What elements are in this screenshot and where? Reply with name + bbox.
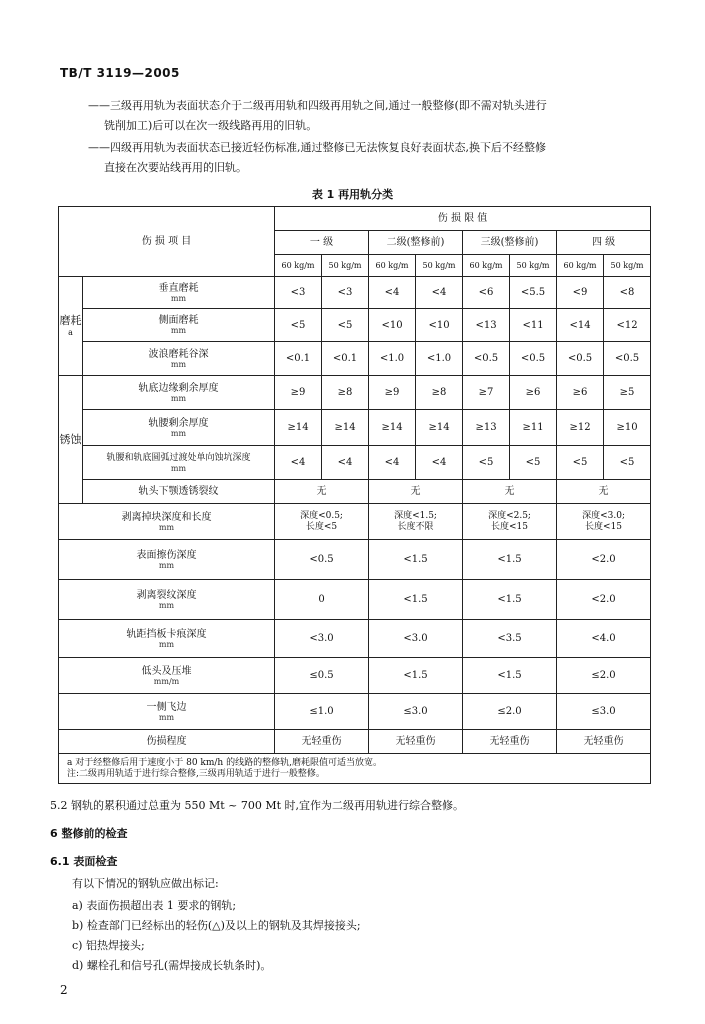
value-cell: <4 [322,446,369,480]
value-cell: <1.5 [369,580,463,620]
value-cell: <5 [510,446,557,480]
value-cell: <5 [275,309,322,342]
value-cell: <1.5 [463,580,557,620]
value-cell: <4.0 [557,620,651,658]
item-label: 低头及压堆 [141,665,192,677]
value-cell: <10 [416,309,463,342]
value-cell: ≤0.5 [275,658,369,694]
value-cell: <5 [604,446,651,480]
item-unit: mm [170,428,187,438]
value-cell: <1.0 [369,342,416,376]
value-cell: ≥13 [463,410,510,446]
group-wear-label: 磨耗 [59,313,82,327]
value-cell: 无轻重伤 [557,730,651,754]
value-line: 长度不限 [397,521,434,532]
value-cell: <5.5 [510,277,557,309]
value-cell: ≤3.0 [557,694,651,730]
item-cell [59,580,275,620]
value-cell: ≥11 [510,410,557,446]
item-label: 轨距挡板卡痕深度 [126,628,207,640]
note-b: 注:二级再用轨适于进行综合整修,三级再用轨适于进行一般整修。 [67,768,325,779]
item-label: 垂直磨耗 [158,282,199,294]
intro-line-1: ——三级再用轨为表面状态介于二级再用轨和四级再用轨之间,通过一般整修(即不需对轨头进行 [88,99,547,112]
item-label: 侧面磨耗 [158,315,199,326]
value-line: 长度<5 [305,521,338,532]
list-item: b) 检查部门已经标出的轻伤(△)及以上的钢轨及其焊接接头; [72,919,361,932]
value-cell: <3.0 [275,620,369,658]
value-cell: ≤2.0 [463,694,557,730]
list-item: c) 铝热焊接头; [72,939,145,952]
value-cell: <0.1 [275,342,322,376]
value-cell: <2.0 [557,540,651,580]
item-unit: mm [170,393,187,403]
value-cell: ≥6 [510,376,557,410]
reuse-rail-table [58,206,651,784]
list-item: a) 表面伤损超出表 1 要求的钢轨; [72,899,237,912]
item-cell [59,620,275,658]
value-cell: <0.1 [322,342,369,376]
intro-line-3: ——四级再用轨为表面状态已接近轻伤标准,通过整修已无法恢复良好表面状态,换下后不经整修 [88,141,546,154]
clause-5-2: 5.2 钢轨的累积通过总重为 550 Mt ~ 700 Mt 时,宜作为二级再用轨进行综合整修。 [50,799,465,812]
grade-2: 二级(整修前) [369,231,463,255]
intro-line-2: 铣削加工)后可以在次一级线路再用的旧轨。 [104,119,318,132]
value-cell: 无轻重伤 [369,730,463,754]
weight-cell: 50 kg/m [416,255,463,277]
list-item: d) 螺栓孔和信号孔(需焊接成长轨条时)。 [72,959,272,972]
value-cell: ≥7 [463,376,510,410]
value-cell: <6 [463,277,510,309]
item-unit: mm [170,293,187,303]
value-line: 长度<15 [585,521,623,532]
value-line: 深度<1.5; [394,510,437,521]
group-wear [59,277,83,376]
weight-cell: 60 kg/m [463,255,510,277]
value-cell: <9 [557,277,604,309]
value-line: 长度<15 [491,521,529,532]
value-cell: <4 [369,277,416,309]
value-line: 深度<3.0; [582,510,625,521]
value-cell: ≥12 [557,410,604,446]
item-cell [59,694,275,730]
grade-3: 三级(整修前) [463,231,557,255]
item-cell [59,540,275,580]
item-label: 波浪磨耗谷深 [148,348,209,360]
value-cell [463,504,557,540]
item-cell [83,446,275,480]
item-label: 表面擦伤深度 [136,549,197,561]
section-6-1-intro: 有以下情况的钢轨应做出标记: [72,877,219,890]
item-unit: mm [158,560,175,570]
header-item: 伤 损 项 目 [59,207,275,277]
item-cell [83,277,275,309]
section-6-title: 6 整修前的检查 [50,827,128,840]
item-unit: mm/m [153,676,180,686]
value-cell: <3.5 [463,620,557,658]
section-6-1-title: 6.1 表面检查 [50,855,118,868]
value-cell: ≥6 [557,376,604,410]
value-cell: 无 [369,480,463,504]
value-cell: ≥14 [275,410,322,446]
value-cell: <5 [463,446,510,480]
item-cell [83,376,275,410]
value-cell: ≥14 [322,410,369,446]
item-cell [83,342,275,376]
value-cell [557,504,651,540]
item-cell [59,504,275,540]
value-cell: <5 [322,309,369,342]
doc-header: TB/T 3119—2005 [60,66,180,80]
item-unit: mm [158,522,175,532]
value-cell: <3.0 [369,620,463,658]
group-wear-note: a [68,327,73,337]
item-label: 轨腰和轨底圆弧过渡处单向蚀坑深度 [106,452,251,463]
value-cell: ≥14 [369,410,416,446]
grade-4: 四 级 [557,231,651,255]
item-unit: mm [170,463,187,473]
value-cell: <0.5 [604,342,651,376]
value-cell: ≥14 [416,410,463,446]
item-unit: mm [158,712,175,722]
value-cell: <5 [557,446,604,480]
weight-cell: 60 kg/m [275,255,322,277]
value-cell: <0.5 [557,342,604,376]
value-cell: 无轻重伤 [275,730,369,754]
item-label: 一侧飞边 [146,701,187,713]
value-cell [369,504,463,540]
table-notes [59,754,651,784]
weight-cell: 50 kg/m [510,255,557,277]
value-cell: <1.5 [463,658,557,694]
value-cell: ≤2.0 [557,658,651,694]
value-cell: <10 [369,309,416,342]
item-unit: mm [170,359,187,369]
value-cell: <3 [322,277,369,309]
value-cell: <0.5 [463,342,510,376]
item-unit: mm [158,600,175,610]
value-cell: <4 [275,446,322,480]
item-label: 轨底边缘剩余厚度 [138,382,219,394]
item-cell [83,410,275,446]
value-cell: <0.5 [275,540,369,580]
value-line: 深度<2.5; [488,510,531,521]
item-cell [83,309,275,342]
table-caption: 表 1 再用轨分类 [311,188,394,201]
value-cell: ≥8 [416,376,463,410]
value-cell: <13 [463,309,510,342]
value-cell: <0.5 [510,342,557,376]
group-corrosion: 锈蚀 [59,376,83,504]
weight-cell: 60 kg/m [557,255,604,277]
page-number: 2 [60,983,68,997]
value-cell: ≤1.0 [275,694,369,730]
item-label: 轨腰剩余厚度 [148,417,209,429]
value-cell: ≥5 [604,376,651,410]
value-cell: <14 [557,309,604,342]
value-cell: 无 [275,480,369,504]
item-label: 剥离掉块深度和长度 [121,511,212,523]
weight-cell: 50 kg/m [604,255,651,277]
value-cell: 无 [557,480,651,504]
item-unit: mm [170,326,187,335]
value-cell: <4 [416,446,463,480]
item-cell [59,658,275,694]
value-cell: ≤3.0 [369,694,463,730]
item-cell: 轨头下颚透锈裂纹 [83,480,275,504]
value-cell: 0 [275,580,369,620]
grade-1: 一 级 [275,231,369,255]
value-cell: <4 [416,277,463,309]
note-a: a 对于经整修后用于速度小于 80 km/h 的线路的整修轨,磨耗限值可适当放宽。 [67,757,382,768]
value-cell: <1.5 [463,540,557,580]
value-cell: <1.5 [369,540,463,580]
value-cell: <3 [275,277,322,309]
value-cell: <2.0 [557,580,651,620]
value-cell: ≥9 [275,376,322,410]
value-cell: ≥10 [604,410,651,446]
value-cell: 无轻重伤 [463,730,557,754]
value-cell [275,504,369,540]
item-unit: mm [158,639,175,649]
value-cell: <4 [369,446,416,480]
value-cell: ≥9 [369,376,416,410]
intro-line-4: 直接在次要站线再用的旧轨。 [104,161,247,174]
value-cell: <1.0 [416,342,463,376]
value-cell: 无 [463,480,557,504]
weight-cell: 60 kg/m [369,255,416,277]
value-cell: ≥8 [322,376,369,410]
item-label: 剥离裂纹深度 [136,589,197,601]
value-line: 深度<0.5; [300,510,343,521]
item-cell: 伤损程度 [59,730,275,754]
value-cell: <12 [604,309,651,342]
value-cell: <8 [604,277,651,309]
value-cell: <11 [510,309,557,342]
header-limit: 伤 损 限 值 [275,207,651,231]
value-cell: <1.5 [369,658,463,694]
weight-cell: 50 kg/m [322,255,369,277]
